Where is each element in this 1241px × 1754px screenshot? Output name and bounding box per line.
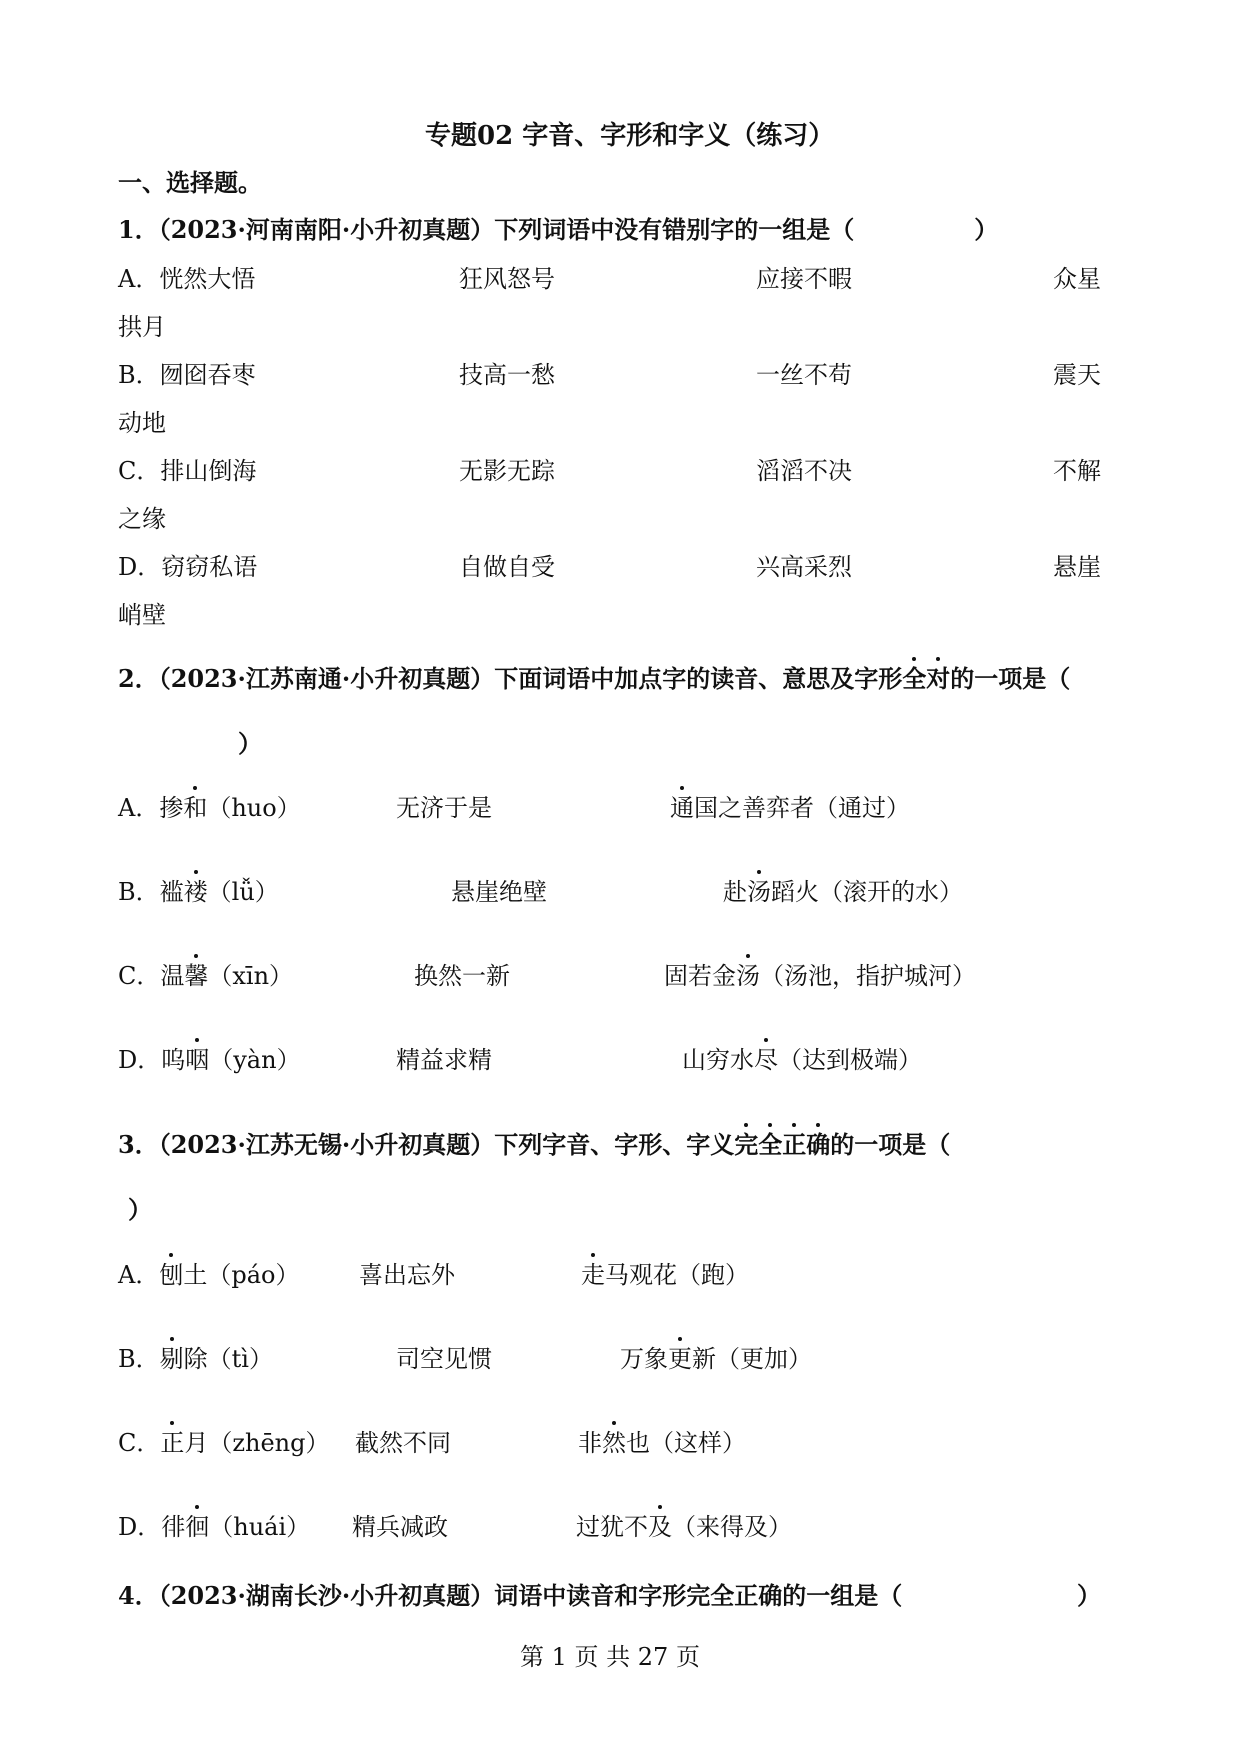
option-text: 过犹不	[576, 1513, 648, 1541]
q1-option-a-word3: 应接不暇	[756, 265, 852, 293]
q3-dotted-char: 剔	[159, 1345, 184, 1373]
q3-dotted-char: 正	[160, 1429, 185, 1457]
q1-option-a-word4-start: 众星	[1053, 265, 1101, 293]
q3-option-b-word2: 司空见惯	[396, 1345, 492, 1373]
q2-dotted-char: 尽	[754, 1046, 778, 1074]
q1-option-d-word4-end: 峭壁	[118, 601, 166, 629]
q2-option-c-word3	[664, 960, 976, 992]
option-text: 赴	[723, 878, 747, 906]
pinyin: （tì）	[207, 1345, 273, 1373]
q3-option-d	[118, 1511, 310, 1543]
q2-dotted-char: 馨	[184, 962, 209, 990]
q3-stem-text: 3．（2023·江苏无锡·小升初真题）下列字音、字形、字义	[118, 1130, 735, 1159]
q3-stem-close: ）	[128, 1195, 152, 1224]
q4-stem-close: ）	[1077, 1581, 1101, 1610]
q1-option-d-word1: D．窃窃私语	[118, 553, 258, 581]
q2-option-c-word2: 换然一新	[414, 962, 510, 990]
option-text: 马观花（跑）	[605, 1261, 749, 1289]
q2-dotted-char: 汤	[747, 878, 771, 906]
q4-stem: 4．（2023·湖南长沙·小升初真题）词语中读音和字形完全正确的一组是（	[118, 1581, 903, 1610]
q2-option-d	[118, 1044, 301, 1076]
q2-option-c	[118, 960, 293, 992]
q1-stem: 1．（2023·河南南阳·小升初真题）下列词语中没有错别字的一组是（ ）	[118, 215, 999, 244]
q3-option-d-word2: 精兵减政	[352, 1513, 448, 1541]
q3-option-b-word3	[620, 1343, 812, 1375]
option-text: 蹈火（滚开的水）	[771, 878, 963, 906]
option-text: 也（这样）	[626, 1429, 746, 1457]
q2-dotted-char: 全	[902, 664, 927, 693]
q3-dotted-char: 徊	[185, 1513, 210, 1541]
option-label: C．	[118, 1429, 161, 1457]
option-char: 土	[183, 1261, 208, 1289]
option-text: 非	[578, 1429, 602, 1457]
q2-dotted-char: 和	[183, 794, 208, 822]
q2-option-b-word3	[723, 876, 963, 908]
q3-option-b	[118, 1343, 273, 1375]
q2-option-b-word2: 悬崖绝壁	[451, 878, 547, 906]
q2-stem	[118, 663, 1070, 695]
option-char: 徘	[161, 1513, 186, 1541]
option-char: 褴	[159, 878, 184, 906]
option-text: 山穷水	[682, 1046, 754, 1074]
q2-dotted-char: 咽	[185, 1046, 210, 1074]
pinyin: （páo）	[207, 1261, 300, 1289]
q2-stem-close: ）	[238, 729, 262, 758]
section-heading: 一、选择题。	[118, 168, 262, 197]
option-label: B．	[118, 1345, 160, 1373]
q3-dotted-char: 及	[648, 1513, 672, 1541]
q2-stem-text: 2．（2023·江苏南通·小升初真题）下面词语中加点字的读音、意思及字形	[118, 664, 903, 693]
option-label: D．	[118, 1513, 162, 1541]
q2-dotted-char: 汤	[736, 962, 760, 990]
q1-option-b-word4-start: 震天	[1053, 361, 1101, 389]
option-text: （来得及）	[672, 1513, 792, 1541]
q3-dotted-char: 刨	[159, 1261, 184, 1289]
q1-option-c-word4-start: 不解	[1053, 457, 1101, 485]
q1-option-b-word1: B．囫囵吞枣	[118, 361, 256, 389]
q3-option-a	[118, 1259, 299, 1291]
q3-dotted-char: 更	[668, 1345, 692, 1373]
q2-option-a-word2: 无济于是	[396, 794, 492, 822]
q3-option-a-word3	[581, 1259, 749, 1291]
option-label: D．	[118, 1046, 162, 1074]
q1-option-a-word4-end: 拱月	[118, 313, 166, 341]
q2-dotted-char: 通	[670, 794, 694, 822]
q1-option-a-word1: A．恍然大悟	[118, 265, 256, 293]
option-char: 除	[183, 1345, 208, 1373]
q3-option-c-word3	[578, 1427, 746, 1459]
q1-option-c-word3: 滔滔不决	[756, 457, 852, 485]
q1-option-c-word2: 无影无踪	[459, 457, 555, 485]
q1-option-b-word4-end: 动地	[118, 409, 166, 437]
pinyin: （huo）	[207, 794, 301, 822]
q3-stem-text-end: 的一项是（	[830, 1130, 951, 1159]
q1-option-c-word4-end: 之缘	[118, 505, 166, 533]
q2-option-d-word2: 精益求精	[396, 1046, 492, 1074]
q1-option-a-word2: 狂风怒号	[459, 265, 555, 293]
q2-option-d-word3	[682, 1044, 922, 1076]
option-text: 万象	[620, 1345, 668, 1373]
q3-dotted-char: 走	[581, 1261, 605, 1289]
q1-option-d-word4-start: 悬崖	[1053, 553, 1101, 581]
option-label: A．	[118, 794, 160, 822]
q1-option-c-word1: C．排山倒海	[118, 457, 257, 485]
q3-dotted-char: 完	[734, 1130, 759, 1159]
option-text: 固若金	[664, 962, 736, 990]
q3-dotted-char: 全	[758, 1130, 783, 1159]
option-text: （达到极端）	[778, 1046, 922, 1074]
q1-option-d-word2: 自做自受	[459, 553, 555, 581]
option-text: 新（更加）	[692, 1345, 812, 1373]
q2-option-a	[118, 792, 301, 824]
page-number-footer: 第 1 页 共 27 页	[520, 1643, 700, 1671]
q2-dotted-char: 褛	[183, 878, 208, 906]
option-char: 掺	[159, 794, 184, 822]
q3-option-c	[118, 1427, 330, 1459]
option-text: 国之善弈者（通过）	[694, 794, 910, 822]
option-label: B．	[118, 878, 160, 906]
q2-dotted-char: 对	[926, 664, 951, 693]
option-char: 呜	[161, 1046, 186, 1074]
q3-stem	[118, 1129, 950, 1161]
q1-option-b-word3: 一丝不苟	[756, 361, 852, 389]
q1-option-b-word2: 技高一愁	[459, 361, 555, 389]
q3-option-a-word2: 喜出忘外	[359, 1261, 455, 1289]
q2-option-a-word3	[670, 792, 910, 824]
q3-option-c-word2: 截然不同	[355, 1429, 451, 1457]
option-char: 月	[184, 1429, 209, 1457]
page-title: 专题02 字音、字形和字义（练习）	[425, 121, 835, 151]
q3-dotted-char: 然	[602, 1429, 626, 1457]
q1-option-d-word3: 兴高采烈	[756, 553, 852, 581]
option-char: 温	[160, 962, 185, 990]
q3-dotted-char: 正	[782, 1130, 807, 1159]
q2-stem-text-end: 的一项是（	[950, 664, 1071, 693]
option-text: （汤池，指护城河）	[760, 962, 976, 990]
q2-option-b	[118, 876, 279, 908]
pinyin: （lǚ）	[207, 878, 279, 906]
q3-option-d-word3	[576, 1511, 792, 1543]
option-label: C．	[118, 962, 161, 990]
option-label: A．	[118, 1261, 160, 1289]
pinyin: （huái）	[209, 1513, 311, 1541]
pinyin: （xīn）	[208, 962, 294, 990]
pinyin: （zhēng）	[208, 1429, 330, 1457]
q3-dotted-char: 确	[806, 1130, 831, 1159]
pinyin: （yàn）	[209, 1046, 301, 1074]
